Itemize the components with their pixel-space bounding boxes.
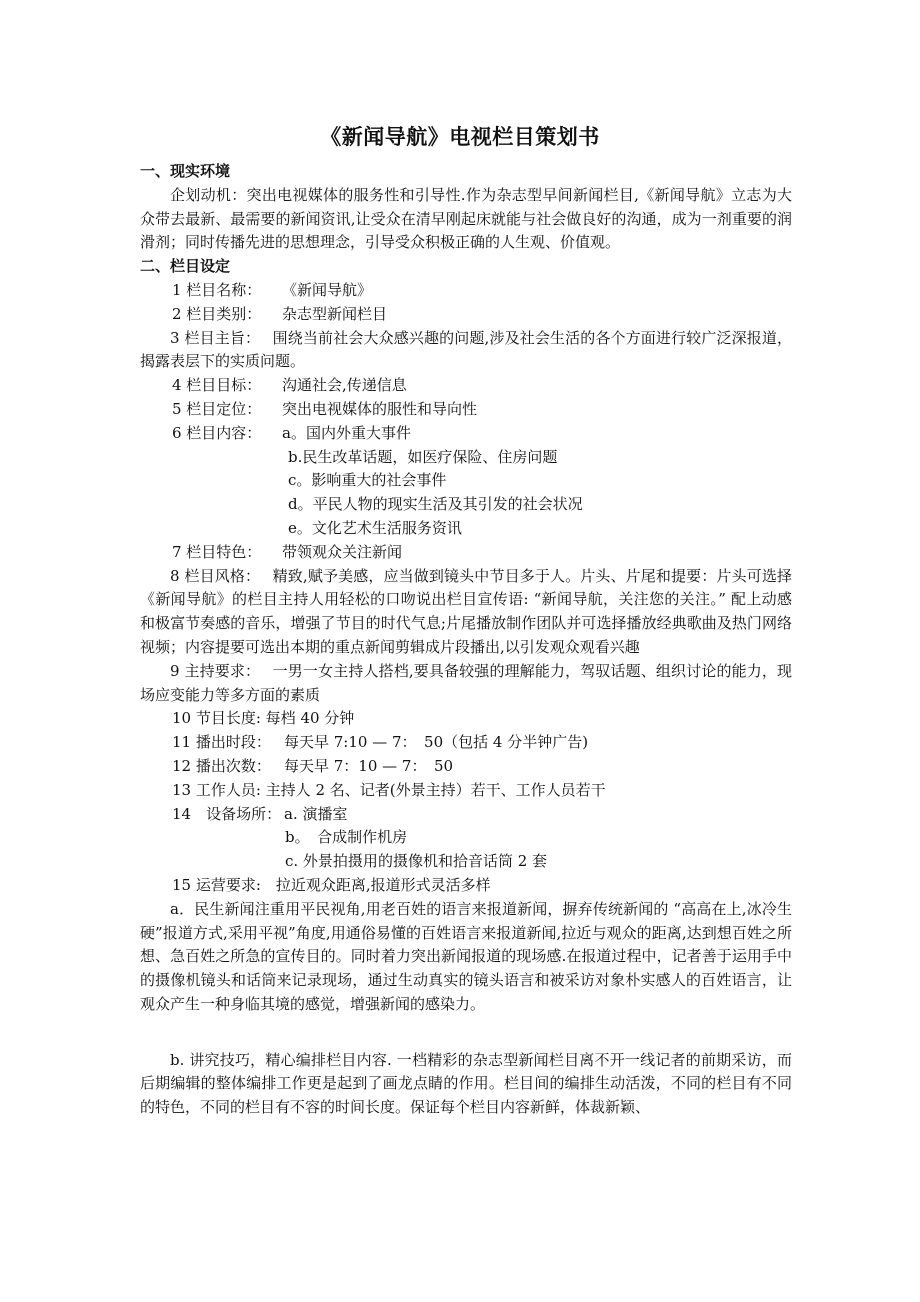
item-purpose: 3 栏目主旨： 围绕当前社会大众感兴趣的问题,涉及社会生活的各个方面进行较广泛深报道，揭露表层下的实质问题。 — [140, 328, 792, 371]
item-positioning — [140, 398, 792, 422]
content-subitem: d。平民人物的现实生活及其引发的社会状况 — [288, 495, 583, 514]
item-operation: 15 运营要求: 拉近观众距离,报道形式灵活多样 — [172, 875, 491, 894]
item-key: 4 栏目目标： — [172, 376, 262, 395]
equipment-subitem: c. 外景拍摄用的摄像机和拾音话筒 2 套 — [285, 852, 548, 871]
item-value: 每天早 7：10 — 7： 50 — [284, 756, 454, 775]
content-subitem: b.民生改革话题，如医疗保险、住房问题 — [288, 447, 558, 466]
item-key: 11 播出时段： — [172, 733, 271, 752]
operation-paragraph-a: a．民生新闻注重用平民视角,用老百姓的语言来报道新闻，摒弃传统新闻的 “高高在上,冰冷生硬”报道方式,采用平视”角度,用通俗易懂的百姓语言来报道新闻,拉近与观众的距离,达到想百姓之所想、急百姓之所急的宣传目的。同时着力突出新闻报道的现场感.在报道过程中，记者善于运用手中的摄像机镜头和话筒来记录现场，通过生动真实的镜头语言和被采访对象朴实感人的百姓语言，让观众产生一种身临其境的感觉，增强新闻的感染力。 — [140, 899, 792, 1013]
content-subitem: e。文化艺术生活服务资讯 — [288, 518, 462, 537]
item-key: 12 播出次数： — [172, 756, 271, 775]
item-value: 杂志型新闻栏目 — [282, 304, 388, 323]
item-name — [140, 279, 792, 303]
item-value: 《新闻导航》 — [282, 280, 373, 299]
item-value: 突出电视媒体的服性和导向性 — [282, 399, 478, 418]
item-host-requirements: 9 主持要求： 一男一女主持人搭档,要具备较强的理解能力，驾驭话题、组织讨论的能力，现场应变能力等多方面的素质 — [140, 661, 792, 704]
item-key: 7 栏目特色： — [172, 542, 262, 561]
document-body — [140, 160, 792, 1120]
item-value: a。国内外重大事件 — [282, 423, 411, 442]
item-value: 沟通社会,传递信息 — [282, 376, 407, 395]
equipment-subitem: b。 合成制作机房 — [285, 828, 408, 847]
item-value: 每天早 7:10 — 7： 50（包括 4 分半钟广告) — [284, 733, 589, 752]
item-value: 带领观众关注新闻 — [282, 542, 403, 561]
motivation-paragraph: 企划动机：突出电视媒体的服务性和引导性.作为杂志型早间新闻栏目,《新闻导航》立志为大众带去最新、最需要的新闻资讯,让受众在清早刚起床就能与社会做良好的沟通，成为一剂重要的润滑剂；同时传播先进的思想理念，引导受众积极正确的人生观、价值观。 — [140, 185, 792, 252]
item-airtime — [140, 731, 792, 755]
item-content — [140, 422, 792, 446]
item-length: 10 节目长度: 每档 40 分钟 — [172, 709, 355, 728]
item-category — [140, 303, 792, 327]
item-equipment — [140, 803, 792, 827]
item-feature — [140, 541, 792, 565]
item-key: 14 设备场所： — [172, 804, 282, 823]
section-heading-settings: 二、栏目设定 — [140, 257, 231, 276]
item-goal — [140, 374, 792, 398]
item-key: 6 栏目内容： — [172, 423, 262, 442]
section-heading-reality: 一、现实环境 — [140, 162, 231, 180]
item-frequency — [140, 755, 792, 779]
item-key: 2 栏目类别： — [172, 304, 262, 323]
content-subitem: c。影响重大的社会事件 — [288, 471, 447, 490]
item-value: a. 演播室 — [284, 804, 348, 823]
item-key: 5 栏目定位： — [172, 399, 262, 418]
paragraph-gap — [140, 1017, 792, 1049]
document-title: 《新闻导航》电视栏目策划书 — [320, 124, 600, 149]
item-staff: 13 工作人员: 主持人 2 名、记者(外景主持）若干、工作人员若干 — [172, 780, 606, 799]
operation-paragraph-b: b. 讲究技巧，精心编排栏目内容. 一档精彩的杂志型新闻栏目离不开一线记者的前期采访，而后期编辑的整体编排工作更是起到了画龙点睛的作用。栏目间的编排生动活泼，不同的栏目有不同的特色，不同的栏目有不容的时间长度。保证每个栏目内容新鲜，体裁新颖、 — [140, 1050, 792, 1117]
item-key: 1 栏目名称： — [172, 280, 262, 299]
item-style: 8 栏目风格： 精致,赋予美感，应当做到镜头中节目多于人。片头、片尾和提要：片头可选择《新闻导航》的栏目主持人用轻松的口吻说出栏目宣传语: “新闻导航，关注您的关注。” 配上动感和极富节奏感的音乐，增强了节目的时代气息;片尾播放制作团队并可选择播放经典歌曲及热门网络视频；内容提要可选出本期的重点新闻剪辑成片段播出,以引发观众观看兴趣 — [140, 566, 792, 656]
